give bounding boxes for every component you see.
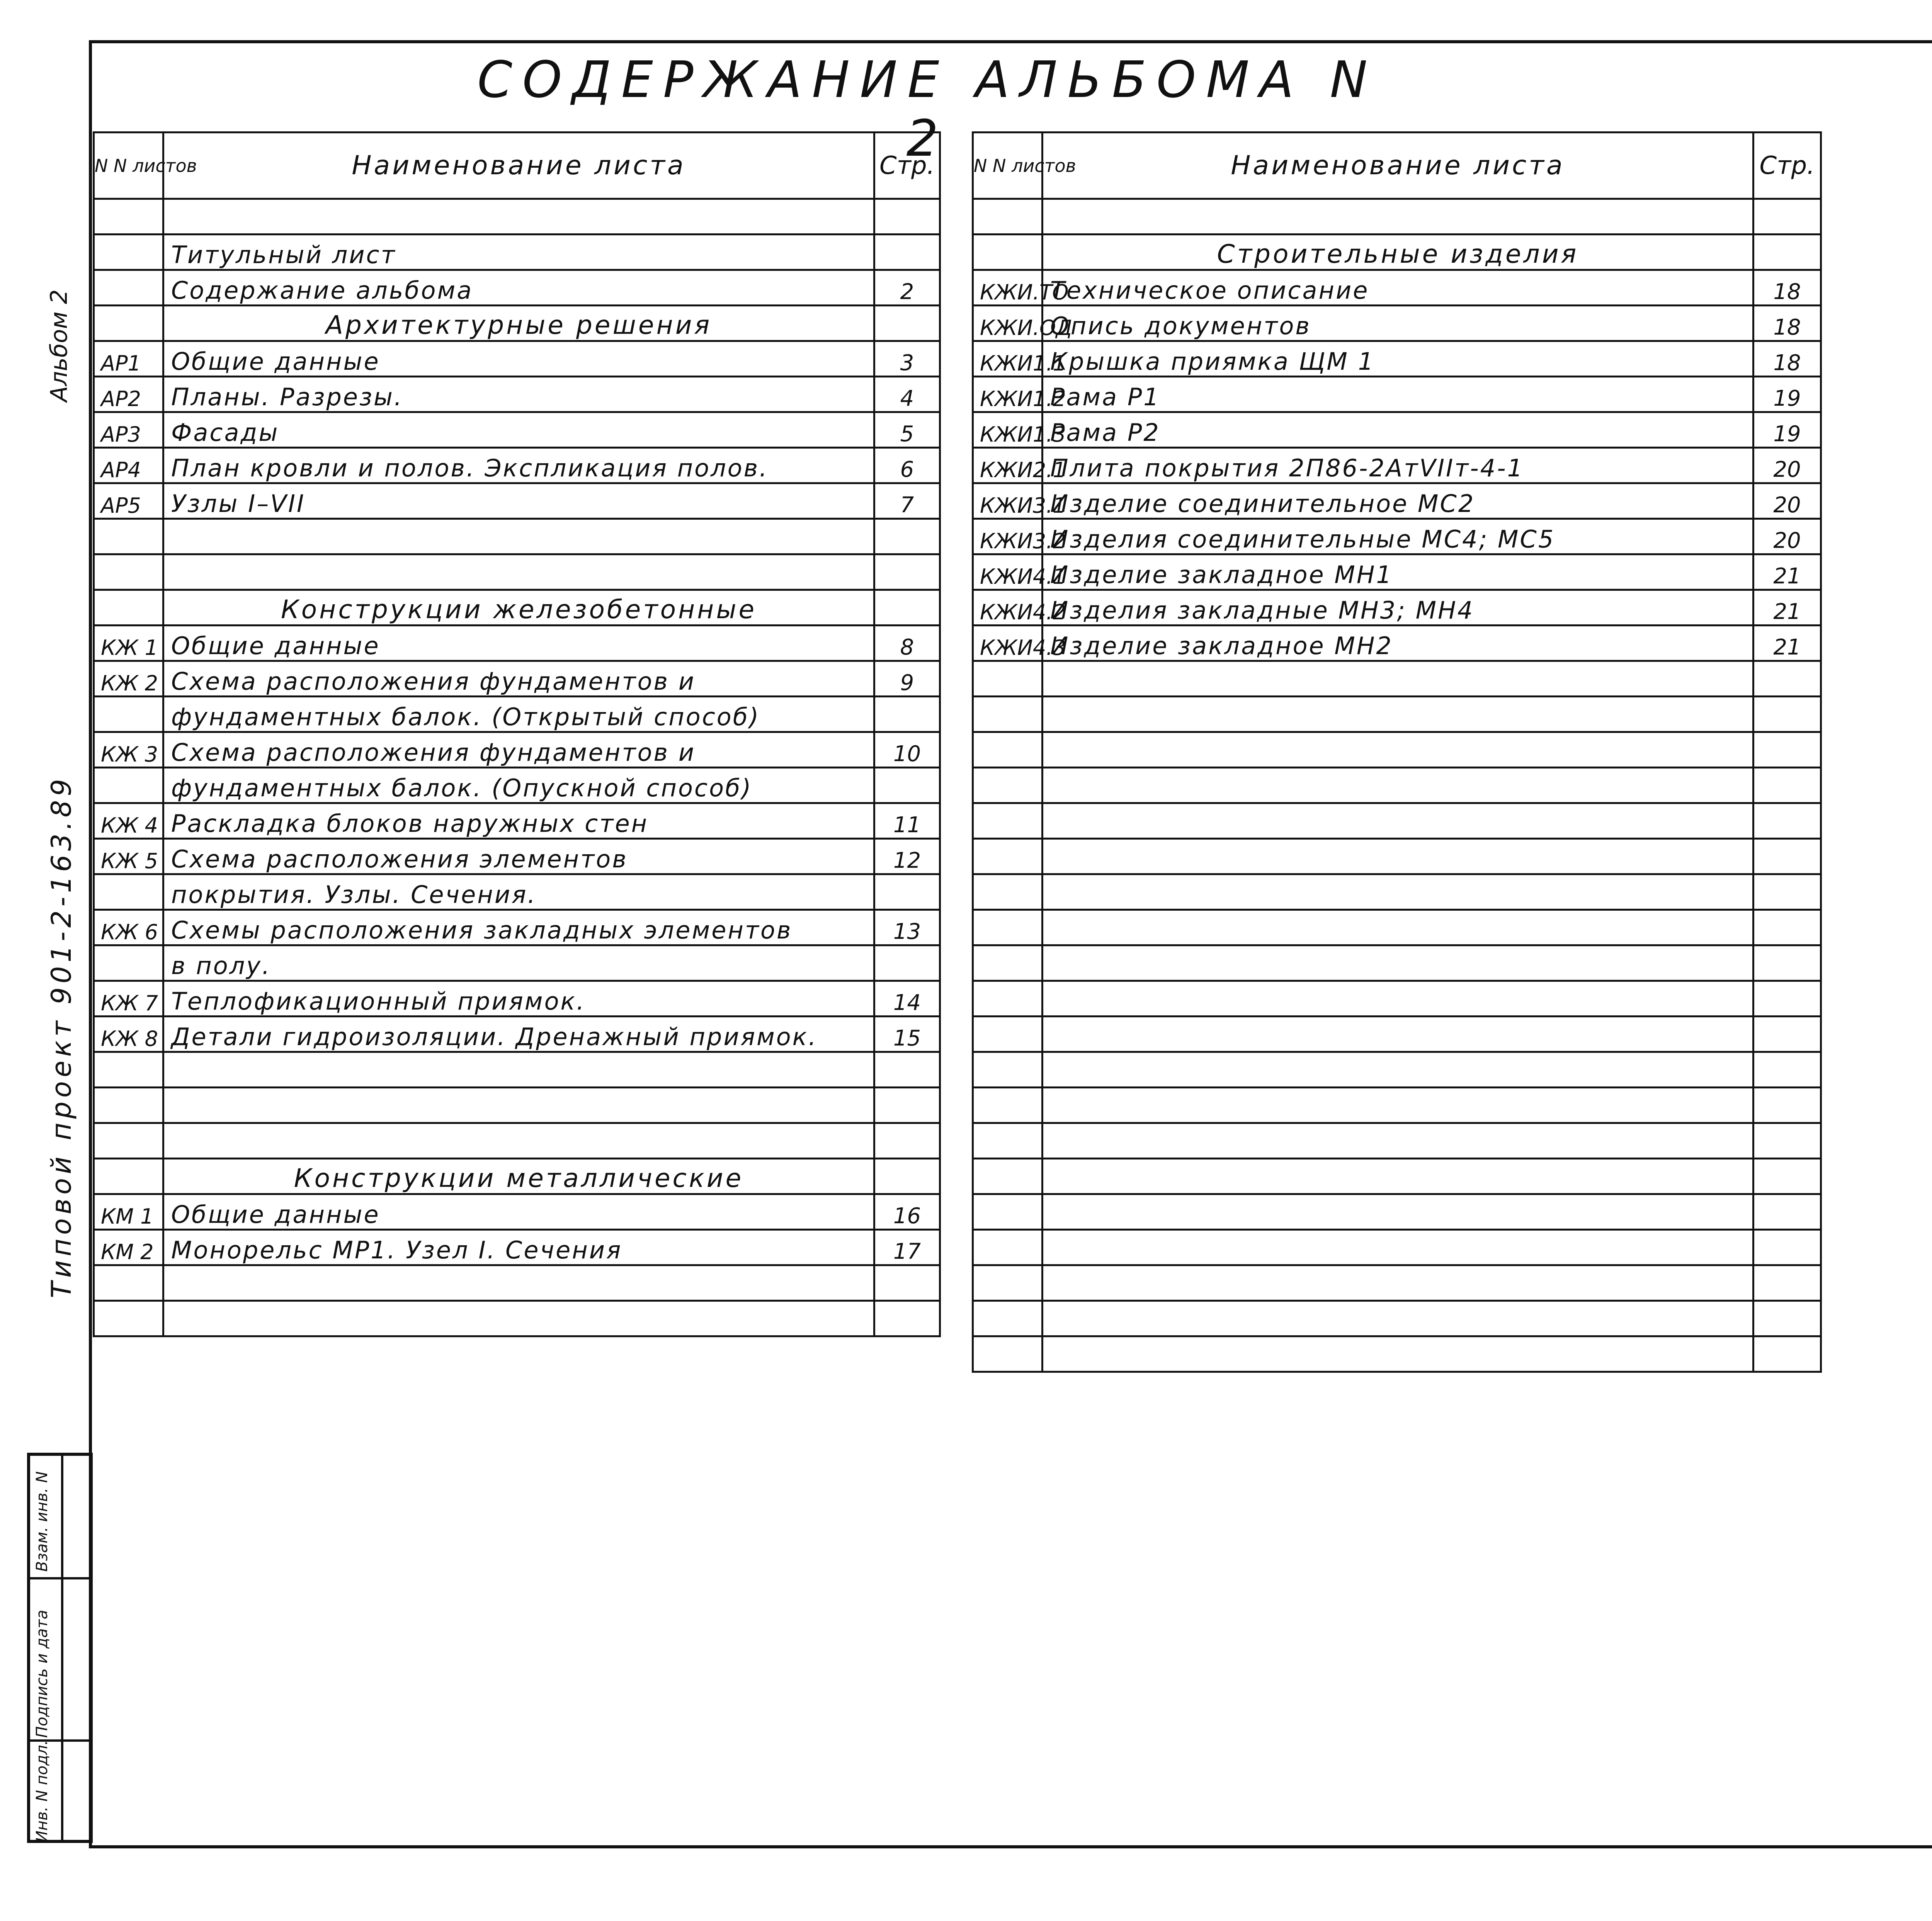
- sheet-name-cell: фундаментных балок. (Опускной способ): [163, 768, 874, 803]
- table-row: [973, 554, 1821, 590]
- table-row: [973, 1265, 1821, 1301]
- table-row: [94, 839, 940, 874]
- sheet-name-cell: [1043, 1301, 1753, 1336]
- column-header-name: Наименование листа: [163, 133, 874, 199]
- stamp-label-inventory: Инв. N подл.: [33, 1740, 51, 1842]
- sheet-name-cell: [1043, 697, 1753, 732]
- page-number-cell: 21: [1753, 554, 1821, 590]
- sheet-name-cell: [1043, 1159, 1753, 1194]
- sheet-name-cell: [163, 1265, 874, 1301]
- page-number-cell: 16: [874, 1194, 940, 1230]
- sheet-name-cell: [1043, 981, 1753, 1017]
- sheet-number-cell: КЖИ4.3: [973, 626, 1043, 661]
- sheet-name-cell: [1043, 1265, 1753, 1301]
- section-heading: Конструкции металлические: [163, 1159, 874, 1194]
- sheet-number-cell: [973, 1123, 1043, 1159]
- sheet-number-cell: [94, 945, 163, 981]
- sheet-number-cell: КЖИ3.1: [973, 483, 1043, 519]
- sheet-name-cell: [1043, 1017, 1753, 1052]
- page-number-cell: [874, 235, 940, 270]
- table-row: [973, 377, 1821, 412]
- column-header-name: Наименование листа: [1043, 133, 1753, 199]
- table-row: [94, 448, 940, 483]
- page-number-cell: [1753, 1194, 1821, 1230]
- sheet-name-cell: [1043, 1123, 1753, 1159]
- sheet-name-cell: Рама Р1: [1043, 377, 1753, 412]
- sheet-name-cell: [163, 1088, 874, 1123]
- page-number-cell: [874, 768, 940, 803]
- table-row: [973, 1159, 1821, 1194]
- table-row: [973, 270, 1821, 306]
- sheet-number-cell: [94, 768, 163, 803]
- table-row: [94, 519, 940, 554]
- table-row: [94, 732, 940, 768]
- table-row: [94, 412, 940, 448]
- page-number-cell: [1753, 1017, 1821, 1052]
- table-row: [94, 1265, 940, 1301]
- page-number-cell: 3: [874, 341, 940, 377]
- sheet-number-cell: АР4: [94, 448, 163, 483]
- sheet-number-cell: [973, 661, 1043, 697]
- page-number-cell: 13: [874, 910, 940, 945]
- page-number-cell: 5: [874, 412, 940, 448]
- table-row: [94, 235, 940, 270]
- sheet-number-cell: [973, 839, 1043, 874]
- table-row: [973, 768, 1821, 803]
- column-header-page: Стр.: [1753, 133, 1821, 199]
- sheet-number-cell: [973, 1088, 1043, 1123]
- table-row: [973, 945, 1821, 981]
- table-row: [973, 199, 1821, 235]
- page-number-cell: 21: [1753, 626, 1821, 661]
- table-row: [973, 1336, 1821, 1372]
- section-heading: Архитектурные решения: [163, 306, 874, 341]
- table-row: [973, 732, 1821, 768]
- table-row: [94, 1017, 940, 1052]
- sheet-number-cell: [973, 697, 1043, 732]
- sheet-name-cell: Изделия закладные МН3; МН4: [1043, 590, 1753, 626]
- sheet-number-cell: АР3: [94, 412, 163, 448]
- sheet-number-cell: АР2: [94, 377, 163, 412]
- page-number-cell: 18: [1753, 306, 1821, 341]
- sheet-number-cell: [94, 1052, 163, 1088]
- page-number-cell: 8: [874, 626, 940, 661]
- sheet-number-cell: КЖИ1.2: [973, 377, 1043, 412]
- sheet-name-cell: Схемы расположения закладных элементов: [163, 910, 874, 945]
- page-number-cell: [1753, 1265, 1821, 1301]
- sheet-name-cell: Монорельс МР1. Узел I. Сечения: [163, 1230, 874, 1265]
- sheet-number-cell: КЖИ4.2: [973, 590, 1043, 626]
- page-number-cell: [1753, 1159, 1821, 1194]
- toc-table-right: [972, 131, 1822, 1373]
- page-number-cell: 20: [1753, 448, 1821, 483]
- sheet-number-cell: [94, 235, 163, 270]
- page-number-cell: [874, 554, 940, 590]
- table-row: [973, 1052, 1821, 1088]
- sheet-number-cell: [973, 945, 1043, 981]
- sheet-number-cell: [94, 519, 163, 554]
- sheet-name-cell: Раскладка блоков наружных стен: [163, 803, 874, 839]
- toc-right-body: [973, 199, 1821, 1372]
- table-row: [94, 270, 940, 306]
- table-row: [973, 661, 1821, 697]
- sheet-name-cell: Изделия соединительные МС4; МС5: [1043, 519, 1753, 554]
- sheet-number-cell: КЖ 2: [94, 661, 163, 697]
- sheet-name-cell: [1043, 768, 1753, 803]
- sheet-number-cell: [973, 235, 1043, 270]
- page-number-cell: 6: [874, 448, 940, 483]
- page-number-cell: [874, 1088, 940, 1123]
- sheet-number-cell: КЖ 6: [94, 910, 163, 945]
- sheet-number-cell: [973, 981, 1043, 1017]
- sheet-number-cell: [973, 1194, 1043, 1230]
- sheet-number-cell: [973, 874, 1043, 910]
- sheet-name-cell: [1043, 1052, 1753, 1088]
- sheet-number-cell: [973, 199, 1043, 235]
- sheet-number-cell: [94, 1088, 163, 1123]
- table-row: [94, 945, 940, 981]
- page-number-cell: 19: [1753, 377, 1821, 412]
- page-number-cell: [874, 697, 940, 732]
- table-row: [973, 697, 1821, 732]
- approval-stamp: [27, 1453, 93, 1843]
- sheet-number-cell: [973, 1265, 1043, 1301]
- sheet-name-cell: в полу.: [163, 945, 874, 981]
- stamp-label-replacement: Взам. инв. N: [33, 1471, 51, 1572]
- table-row: [973, 803, 1821, 839]
- page-number-cell: [874, 1265, 940, 1301]
- sheet-number-cell: КЖИ1.1: [973, 341, 1043, 377]
- sheet-name-cell: Фасады: [163, 412, 874, 448]
- sheet-name-cell: [1043, 732, 1753, 768]
- page-number-cell: 12: [874, 839, 940, 874]
- page-number-cell: [874, 1052, 940, 1088]
- page-number-cell: [1753, 803, 1821, 839]
- sheet-name-cell: Планы. Разрезы.: [163, 377, 874, 412]
- sheet-number-cell: КЖИ.ОД: [973, 306, 1043, 341]
- sheet-number-cell: [973, 732, 1043, 768]
- sheet-name-cell: [1043, 945, 1753, 981]
- page-number-cell: 15: [874, 1017, 940, 1052]
- table-row: [94, 1123, 940, 1159]
- page-number-cell: [1753, 910, 1821, 945]
- page-number-cell: [874, 519, 940, 554]
- page-number-cell: [874, 874, 940, 910]
- table-row: [94, 590, 940, 626]
- page-number-cell: 18: [1753, 341, 1821, 377]
- sheet-name-cell: Детали гидроизоляции. Дренажный приямок.: [163, 1017, 874, 1052]
- sheet-number-cell: [973, 1017, 1043, 1052]
- sheet-name-cell: Схема расположения элементов: [163, 839, 874, 874]
- sheet-number-cell: КЖ 7: [94, 981, 163, 1017]
- table-row: [973, 590, 1821, 626]
- sheet-number-cell: [973, 1159, 1043, 1194]
- album-label: Альбом 2: [46, 289, 73, 402]
- sheet-name-cell: [1043, 874, 1753, 910]
- sheet-name-cell: Общие данные: [163, 1194, 874, 1230]
- page-number-cell: 11: [874, 803, 940, 839]
- sheet-name-cell: Общие данные: [163, 341, 874, 377]
- page-number-cell: 20: [1753, 483, 1821, 519]
- page-number-cell: [1753, 661, 1821, 697]
- table-row: [973, 874, 1821, 910]
- table-row: [973, 1017, 1821, 1052]
- page-number-cell: 4: [874, 377, 940, 412]
- page-number-cell: [874, 590, 940, 626]
- page-number-cell: 10: [874, 732, 940, 768]
- page-number-cell: [1753, 839, 1821, 874]
- column-header-number: N N листов: [973, 133, 1043, 199]
- sheet-number-cell: [973, 1301, 1043, 1336]
- sheet-name-cell: [1043, 1336, 1753, 1372]
- table-row: [973, 412, 1821, 448]
- page-number-cell: [874, 1301, 940, 1336]
- table-row: [94, 199, 940, 235]
- sheet-number-cell: [94, 1159, 163, 1194]
- table-row: [94, 626, 940, 661]
- table-row: [973, 306, 1821, 341]
- page-number-cell: [1753, 1336, 1821, 1372]
- sheet-name-cell: Титульный лист: [163, 235, 874, 270]
- table-row: [973, 839, 1821, 874]
- column-header-number: N N листов: [94, 133, 163, 199]
- sheet-number-cell: [94, 306, 163, 341]
- sheet-number-cell: КМ 2: [94, 1230, 163, 1265]
- sheet-name-cell: Плита покрытия 2П86-2АтVIIт-4-1: [1043, 448, 1753, 483]
- table-row: [94, 1301, 940, 1336]
- page-number-cell: [1753, 768, 1821, 803]
- page-number-cell: [1753, 732, 1821, 768]
- sheet-name-cell: [1043, 803, 1753, 839]
- project-label: Типовой проект 901-2-163.89: [46, 775, 77, 1298]
- table-row: [973, 910, 1821, 945]
- sheet-number-cell: [973, 1336, 1043, 1372]
- page-number-cell: 21: [1753, 590, 1821, 626]
- sheet-number-cell: [973, 910, 1043, 945]
- page-number-cell: [1753, 1301, 1821, 1336]
- section-heading: Конструкции железобетонные: [163, 590, 874, 626]
- page-number-cell: [1753, 199, 1821, 235]
- sheet-number-cell: КМ 1: [94, 1194, 163, 1230]
- table-row: [973, 1301, 1821, 1336]
- sheet-number-cell: [973, 768, 1043, 803]
- table-row: [94, 910, 940, 945]
- page-number-cell: [1753, 1230, 1821, 1265]
- page-number-cell: [1753, 1123, 1821, 1159]
- table-row: [973, 1123, 1821, 1159]
- table-row: [94, 1230, 940, 1265]
- table-row: [94, 341, 940, 377]
- sheet-number-cell: [94, 590, 163, 626]
- sheet-name-cell: [1043, 1194, 1753, 1230]
- page-number-cell: [1753, 945, 1821, 981]
- sheet-number-cell: КЖ 5: [94, 839, 163, 874]
- sheet-number-cell: КЖ 1: [94, 626, 163, 661]
- sheet-number-cell: АР5: [94, 483, 163, 519]
- sheet-number-cell: КЖИ.ТО: [973, 270, 1043, 306]
- sheet-number-cell: [973, 803, 1043, 839]
- page-number-cell: [1753, 697, 1821, 732]
- page-number-cell: [1753, 874, 1821, 910]
- sheet-number-cell: КЖИ4.1: [973, 554, 1043, 590]
- table-row: [973, 626, 1821, 661]
- page-number-cell: 17: [874, 1230, 940, 1265]
- sheet-number-cell: [973, 1052, 1043, 1088]
- table-row: [94, 483, 940, 519]
- page-number-cell: [874, 945, 940, 981]
- page-number-cell: 2: [874, 270, 940, 306]
- sheet-name-cell: [163, 1301, 874, 1336]
- sheet-name-cell: [1043, 199, 1753, 235]
- sheet-name-cell: Опись документов: [1043, 306, 1753, 341]
- sheet-name-cell: План кровли и полов. Экспликация полов.: [163, 448, 874, 483]
- sheet-number-cell: [973, 1230, 1043, 1265]
- sheet-name-cell: [1043, 910, 1753, 945]
- table-row: [973, 341, 1821, 377]
- table-row: [94, 1159, 940, 1194]
- table-row: [94, 697, 940, 732]
- table-row: [94, 1194, 940, 1230]
- table-row: [973, 1230, 1821, 1265]
- sheet-number-cell: [94, 554, 163, 590]
- sheet-name-cell: покрытия. Узлы. Сечения.: [163, 874, 874, 910]
- sheet-number-cell: [94, 1301, 163, 1336]
- table-row: [94, 1052, 940, 1088]
- stamp-label-signature: Подпись и дата: [33, 1610, 51, 1738]
- sheet-name-cell: Изделие закладное МН1: [1043, 554, 1753, 590]
- sheet-name-cell: [163, 1123, 874, 1159]
- sheet-name-cell: [1043, 839, 1753, 874]
- table-row: [94, 554, 940, 590]
- table-row: [94, 874, 940, 910]
- page-number-cell: [1753, 235, 1821, 270]
- sheet-name-cell: [163, 519, 874, 554]
- page-number-cell: [874, 1159, 940, 1194]
- sheet-name-cell: Узлы I–VII: [163, 483, 874, 519]
- sheet-number-cell: КЖ 4: [94, 803, 163, 839]
- sheet-number-cell: АР1: [94, 341, 163, 377]
- sheet-name-cell: Изделие закладное МН2: [1043, 626, 1753, 661]
- sheet-number-cell: [94, 697, 163, 732]
- sheet-name-cell: [163, 199, 874, 235]
- sheet-name-cell: Теплофикационный приямок.: [163, 981, 874, 1017]
- page-number-cell: [1753, 981, 1821, 1017]
- table-row: [94, 803, 940, 839]
- sheet-name-cell: Содержание альбома: [163, 270, 874, 306]
- sheet-name-cell: Техническое описание: [1043, 270, 1753, 306]
- sheet-name-cell: [163, 554, 874, 590]
- page-number-cell: 9: [874, 661, 940, 697]
- sheet-name-cell: Схема расположения фундаментов и: [163, 661, 874, 697]
- page-number-cell: [1753, 1088, 1821, 1123]
- sheet-number-cell: [94, 1265, 163, 1301]
- table-row: [94, 661, 940, 697]
- sheet-number-cell: [94, 874, 163, 910]
- sheet-number-cell: КЖ 8: [94, 1017, 163, 1052]
- table-row: [973, 235, 1821, 270]
- page-number-cell: [874, 1123, 940, 1159]
- table-row: [94, 377, 940, 412]
- toc-left-body: [94, 199, 940, 1336]
- table-row: [973, 1194, 1821, 1230]
- page-number-cell: 19: [1753, 412, 1821, 448]
- table-row: [94, 1088, 940, 1123]
- page-number-cell: [874, 199, 940, 235]
- sheet-number-cell: КЖИ3.2: [973, 519, 1043, 554]
- table-row: [94, 768, 940, 803]
- sheet-name-cell: Схема расположения фундаментов и: [163, 732, 874, 768]
- sheet-number-cell: [94, 199, 163, 235]
- sheet-name-cell: [1043, 661, 1753, 697]
- sheet-name-cell: фундаментных балок. (Открытый способ): [163, 697, 874, 732]
- table-row: [973, 981, 1821, 1017]
- table-row: [973, 519, 1821, 554]
- table-row: [973, 448, 1821, 483]
- sheet-number-cell: [94, 270, 163, 306]
- section-heading: Строительные изделия: [1043, 235, 1753, 270]
- page-title: СОДЕРЖАНИЕ АЛЬБОМА N 2: [477, 50, 1378, 168]
- page-number-cell: [1753, 1052, 1821, 1088]
- sheet-number-cell: КЖИ1.3: [973, 412, 1043, 448]
- sheet-number-cell: КЖ 3: [94, 732, 163, 768]
- table-row: [94, 306, 940, 341]
- sheet-name-cell: Общие данные: [163, 626, 874, 661]
- table-row: [94, 981, 940, 1017]
- toc-table-left: [93, 131, 941, 1337]
- sheet-name-cell: Крышка приямка ЩМ 1: [1043, 341, 1753, 377]
- sheet-name-cell: [163, 1052, 874, 1088]
- sheet-number-cell: [94, 1123, 163, 1159]
- table-row: [973, 1088, 1821, 1123]
- page-number-cell: 18: [1753, 270, 1821, 306]
- page-number-cell: [874, 306, 940, 341]
- sheet-name-cell: Рама Р2: [1043, 412, 1753, 448]
- sheet-name-cell: [1043, 1088, 1753, 1123]
- sheet-name-cell: [1043, 1230, 1753, 1265]
- column-header-page: Стр.: [874, 133, 940, 199]
- page-number-cell: 20: [1753, 519, 1821, 554]
- page-number-cell: 14: [874, 981, 940, 1017]
- table-row: [973, 483, 1821, 519]
- page-number-cell: 7: [874, 483, 940, 519]
- sheet-name-cell: Изделие соединительное МС2: [1043, 483, 1753, 519]
- sheet-number-cell: КЖИ2.1: [973, 448, 1043, 483]
